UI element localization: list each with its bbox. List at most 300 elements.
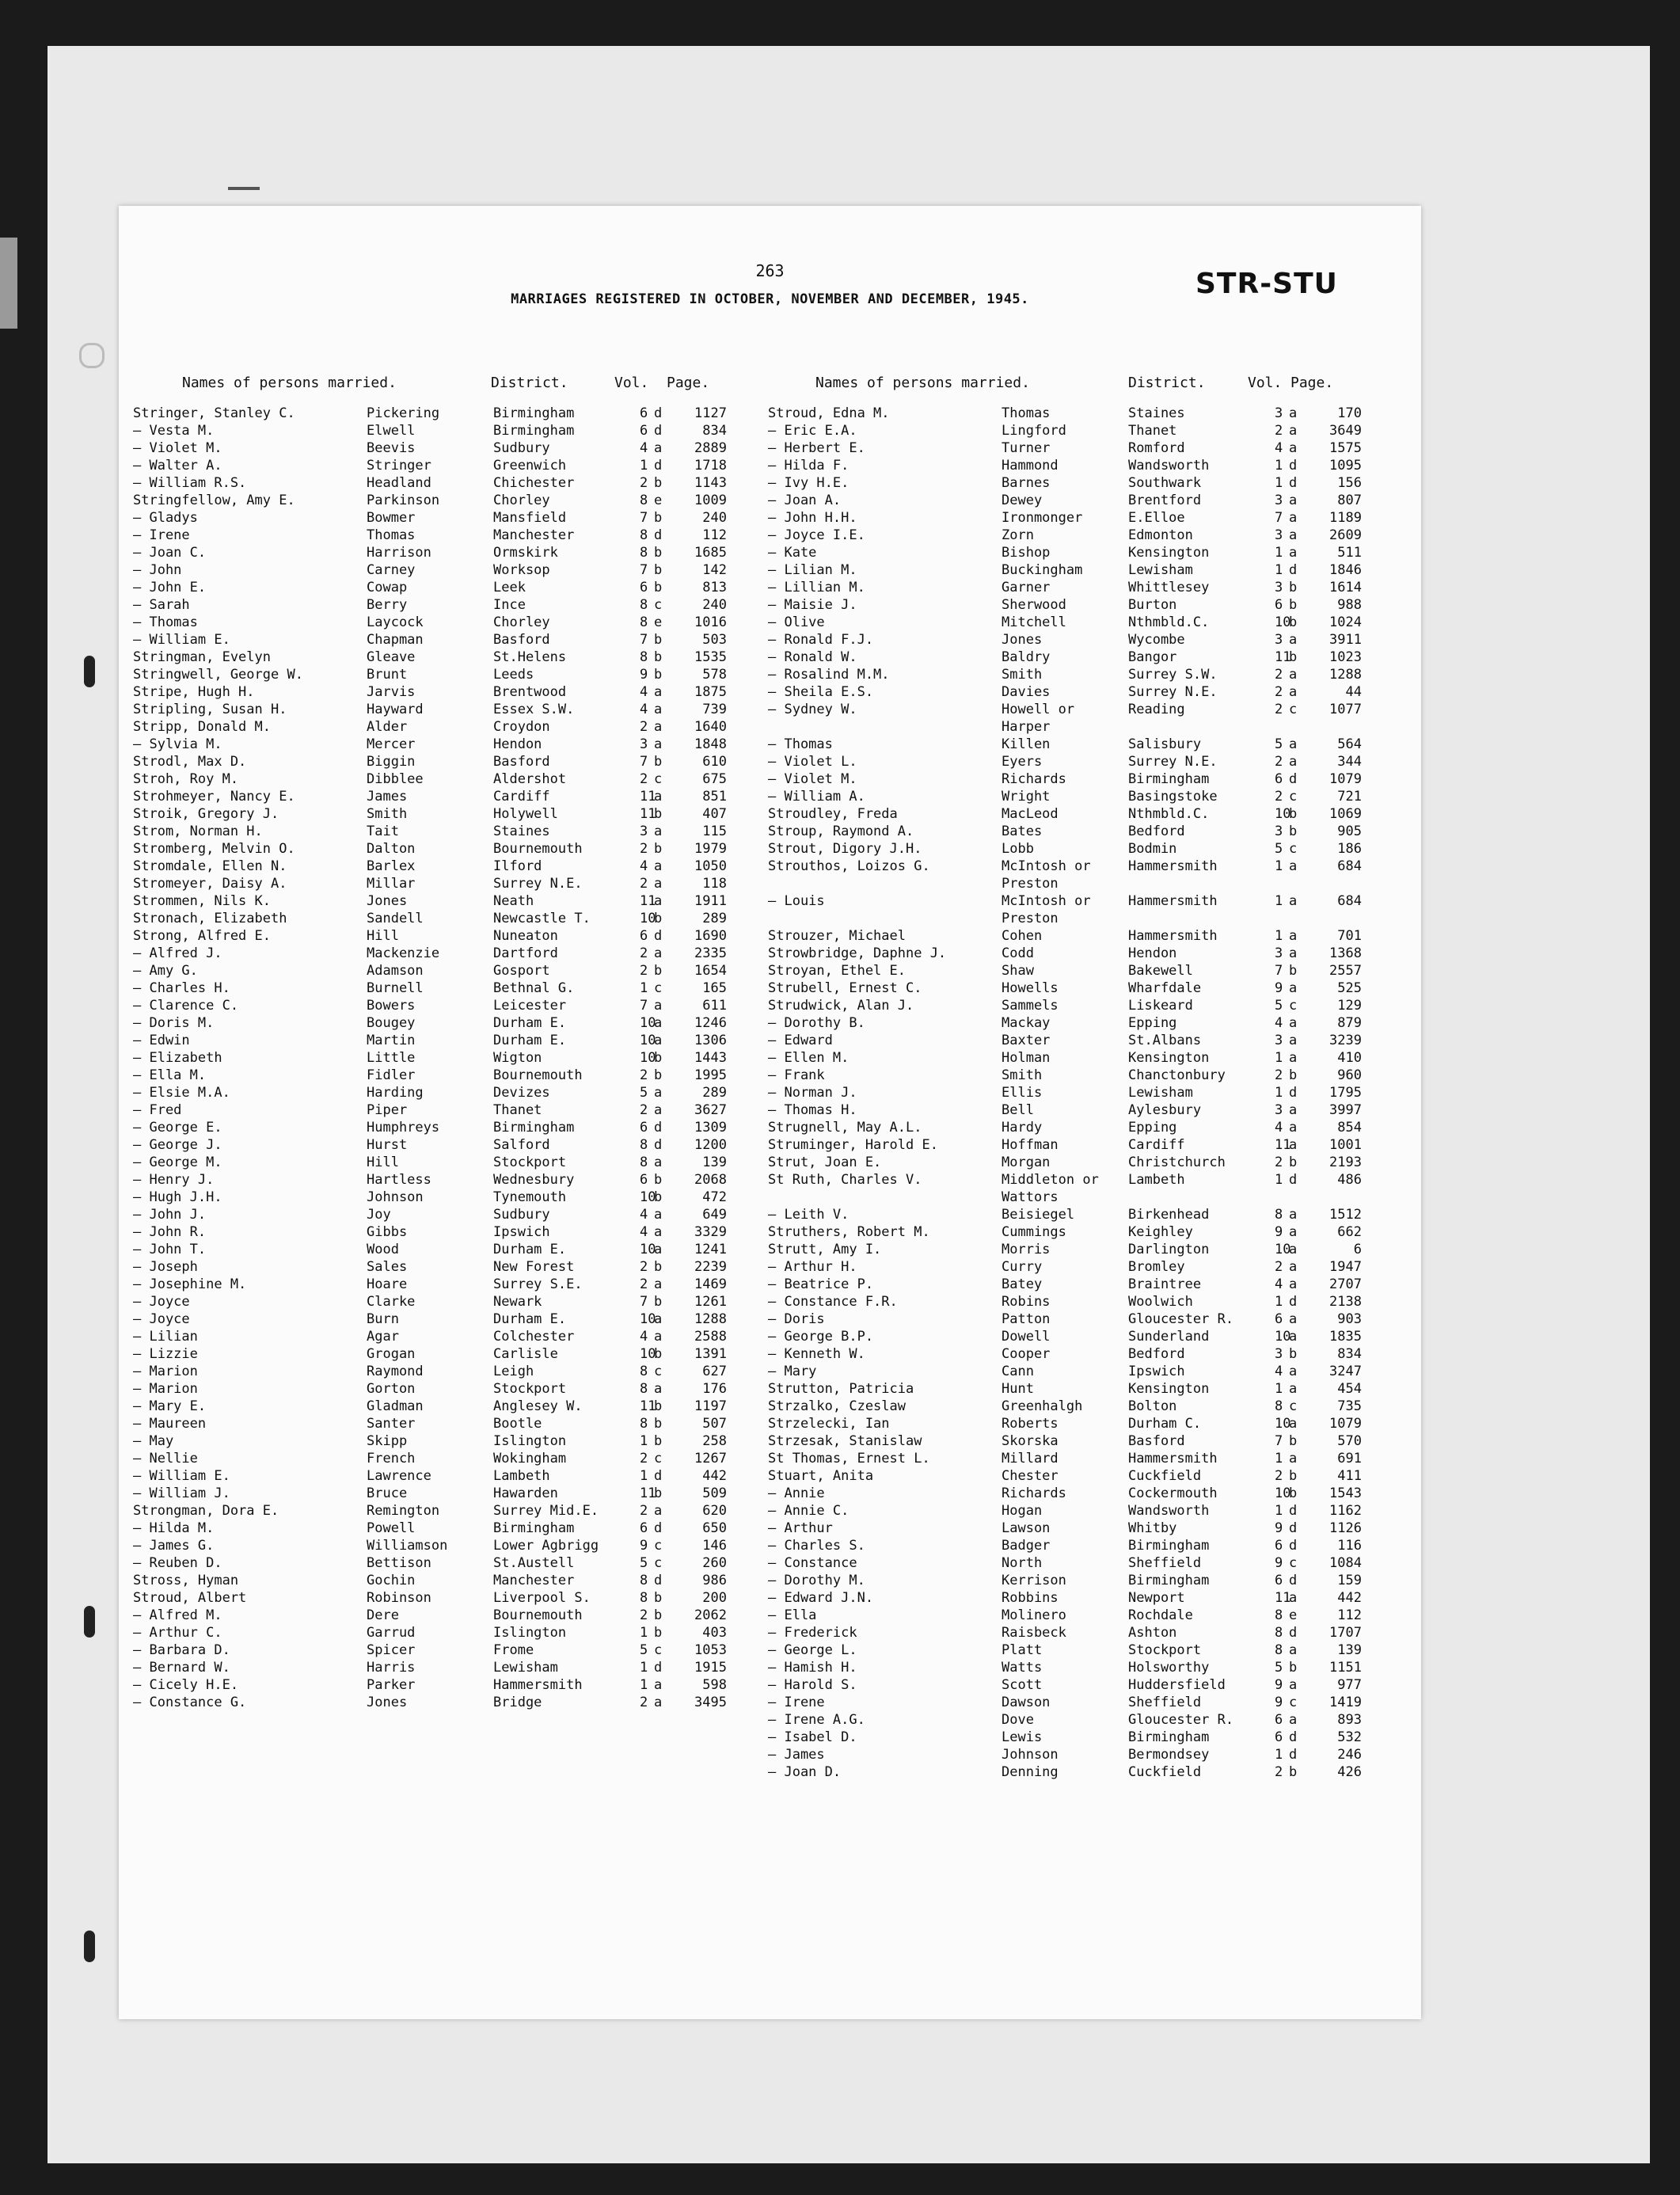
entry-name: Strommen, Nils K.	[133, 893, 271, 909]
entry-name: — Edwin	[133, 1033, 190, 1048]
entry-volume-number: 1	[1275, 1503, 1283, 1519]
entry-page: 2138	[1329, 1294, 1362, 1310]
entry-district: Gloucester R.	[1128, 1311, 1234, 1327]
film-border-top	[0, 0, 1680, 46]
entry-volume-number: 2	[640, 876, 648, 892]
entry-volume-number: 8	[640, 649, 648, 665]
entry-page: 610	[702, 754, 727, 770]
entry-spouse: Harris	[367, 1660, 416, 1676]
list-item	[133, 876, 751, 893]
entry-district: Lewisham	[493, 1660, 558, 1676]
entry-volume-letter: a	[654, 702, 663, 717]
entry-district: Croydon	[493, 719, 550, 735]
entry-district: Bethnal G.	[493, 980, 575, 996]
list-item	[768, 945, 1393, 963]
entry-spouse: Remington	[367, 1503, 440, 1519]
entry-spouse: Barlex	[367, 858, 416, 874]
entry-volume-number: 4	[640, 684, 648, 700]
entry-volume-number: 5	[1275, 1660, 1283, 1676]
list-item	[768, 1311, 1393, 1329]
entry-name: — Edward	[768, 1033, 833, 1048]
entry-volume-letter: b	[654, 1189, 663, 1205]
entry-name: — Kate	[768, 545, 817, 561]
entry-page: 3495	[694, 1695, 727, 1710]
entry-spouse: Harding	[367, 1085, 424, 1101]
entry-volume-letter: a	[654, 858, 663, 874]
entry-spouse: Skipp	[367, 1433, 408, 1449]
entry-volume-letter: a	[1289, 1416, 1298, 1432]
entry-volume-number: 1	[1275, 475, 1283, 491]
entry-page: 1151	[1329, 1660, 1362, 1676]
list-item	[768, 1677, 1393, 1695]
entry-volume-letter: a	[654, 1085, 663, 1101]
entry-page: 3247	[1329, 1364, 1362, 1379]
entry-spouse: Patton	[1002, 1311, 1051, 1327]
list-item	[768, 1555, 1393, 1573]
entry-volume-letter: a	[1289, 1329, 1298, 1345]
entry-spouse: Mackenzie	[367, 945, 440, 961]
entry-page: 3627	[694, 1102, 727, 1118]
list-item	[133, 1381, 751, 1398]
entry-district: Bodmin	[1128, 841, 1177, 857]
entry-spouse: Scott	[1002, 1677, 1043, 1693]
list-item	[133, 824, 751, 841]
entry-volume-number: 7	[1275, 510, 1283, 526]
entry-page: 260	[702, 1555, 727, 1571]
entry-name: — John T.	[133, 1242, 207, 1257]
entry-volume-number: 2	[1275, 684, 1283, 700]
entry-spouse: Greenhalgh	[1002, 1398, 1083, 1414]
entry-volume-letter: a	[1289, 684, 1298, 700]
entry-district: Hendon	[1128, 945, 1177, 961]
list-item	[768, 440, 1393, 458]
entry-page: 1614	[1329, 580, 1362, 595]
entry-page: 403	[702, 1625, 727, 1641]
entry-volume-number: 7	[640, 998, 648, 1014]
entry-district: Sudbury	[493, 1207, 550, 1223]
entry-volume-letter: a	[1289, 980, 1298, 996]
entry-volume-letter: d	[654, 405, 663, 421]
entry-volume-number: 2	[640, 1451, 648, 1467]
entry-volume-letter: a	[654, 945, 663, 961]
entry-volume-letter: a	[1289, 493, 1298, 508]
entry-page: 1309	[694, 1120, 727, 1136]
entry-volume-number: 3	[640, 824, 648, 839]
section-code: STR-STU	[1195, 268, 1338, 300]
entry-district: Staines	[1128, 405, 1185, 421]
entry-volume-letter: a	[1289, 510, 1298, 526]
entry-name: — Cicely H.E.	[133, 1677, 239, 1693]
entry-volume-letter: d	[654, 1120, 663, 1136]
entry-name: — Hugh J.H.	[133, 1189, 222, 1205]
entry-district: Cardiff	[1128, 1137, 1185, 1153]
list-item	[768, 458, 1393, 475]
entry-name: Strodl, Max D.	[133, 754, 247, 770]
entry-name: — George J.	[133, 1137, 222, 1153]
entry-name: Stringwell, George W.	[133, 667, 303, 683]
entry-spouse: Mackay	[1002, 1015, 1051, 1031]
entry-district: Wandsworth	[1128, 458, 1210, 474]
entry-volume-number: 2	[1275, 1067, 1283, 1083]
entry-volume-number: 1	[1275, 1172, 1283, 1188]
entry-volume-number: 2	[640, 475, 648, 491]
entry-volume-letter: a	[1289, 440, 1298, 456]
entry-name: Stronach, Elizabeth	[133, 911, 287, 926]
entry-volume-number: 11	[1275, 1590, 1291, 1606]
list-item	[133, 1416, 751, 1433]
entry-volume-letter: b	[654, 1590, 663, 1606]
list-item	[133, 1311, 751, 1329]
entry-district: Romford	[1128, 440, 1185, 456]
pencil-mark	[228, 187, 260, 190]
entry-spouse: Hammond	[1002, 458, 1059, 474]
entry-name: — Sydney W.	[768, 702, 857, 717]
list-item	[133, 1364, 751, 1381]
list-item	[768, 1625, 1393, 1642]
entry-volume-number: 8	[640, 527, 648, 543]
entry-district: Wigton	[493, 1050, 542, 1066]
entry-page: 176	[702, 1381, 727, 1397]
entry-name: Stroh, Roy M.	[133, 771, 239, 787]
entry-volume-letter: b	[1289, 1486, 1298, 1501]
entry-volume-letter: b	[654, 1625, 663, 1641]
entry-volume-letter: a	[1289, 1311, 1298, 1327]
entry-district: New Forest	[493, 1259, 575, 1275]
entry-name: — James	[768, 1747, 825, 1763]
entry-spouse: Millar	[367, 876, 416, 892]
entry-district: Birmingham	[1128, 1573, 1210, 1588]
entry-volume-number: 1	[640, 1433, 648, 1449]
entry-name: Stromeyer, Daisy A.	[133, 876, 287, 892]
entry-spouse: Spicer	[367, 1642, 416, 1658]
entry-volume-number: 10	[640, 1346, 656, 1362]
list-item	[133, 1207, 751, 1224]
entry-volume-letter: d	[654, 1468, 663, 1484]
entry-district: Bakewell	[1128, 963, 1193, 979]
entry-volume-number: 5	[640, 1085, 648, 1101]
entry-spouse: Raymond	[367, 1364, 424, 1379]
entry-volume-letter: b	[654, 1172, 663, 1188]
entry-volume-number: 2	[1275, 1764, 1283, 1780]
entry-volume-letter: b	[1289, 1468, 1298, 1484]
entry-spouse: Richards	[1002, 771, 1066, 787]
entry-volume-number: 11	[640, 1486, 656, 1501]
header-page: Page.	[1290, 375, 1334, 391]
entry-district: Rochdale	[1128, 1607, 1193, 1623]
entry-page: 289	[702, 1085, 727, 1101]
entry-name: — Arthur	[768, 1520, 833, 1536]
entry-volume-number: 8	[1275, 1607, 1283, 1623]
entry-page: 112	[1337, 1607, 1362, 1623]
entry-page: 1084	[1329, 1555, 1362, 1571]
entry-name: — George L.	[768, 1642, 857, 1658]
list-item	[768, 1486, 1393, 1503]
entry-spouse: Parker	[367, 1677, 416, 1693]
entry-district: Salford	[493, 1137, 550, 1153]
entry-page: 813	[702, 580, 727, 595]
entry-page: 139	[702, 1155, 727, 1170]
entry-page: 246	[1337, 1747, 1362, 1763]
list-item	[133, 806, 751, 824]
entry-name: — Lizzie	[133, 1346, 198, 1362]
entry-district: Chichester	[493, 475, 575, 491]
entry-volume-letter: a	[1289, 893, 1298, 909]
entry-volume-number: 2	[640, 1607, 648, 1623]
entry-district: Stockport	[493, 1381, 567, 1397]
entry-name: — Annie C.	[768, 1503, 850, 1519]
entry-spouse: Badger	[1002, 1538, 1051, 1554]
entry-spouse: Cooper	[1002, 1346, 1051, 1362]
entry-name: Strut, Joan E.	[768, 1155, 882, 1170]
entry-name: Stringer, Stanley C.	[133, 405, 295, 421]
entry-volume-letter: b	[654, 510, 663, 526]
entry-page: 112	[702, 527, 727, 543]
entry-spouse: Batey	[1002, 1276, 1043, 1292]
entry-volume-number: 1	[1275, 562, 1283, 578]
entry-page: 411	[1337, 1468, 1362, 1484]
list-item	[768, 649, 1393, 667]
entry-district: Surrey Mid.E.	[493, 1503, 599, 1519]
entry-spouse: Parkinson	[367, 493, 440, 508]
list-item	[133, 1189, 751, 1207]
entry-spouse: Alder	[367, 719, 408, 735]
list-item	[768, 1642, 1393, 1660]
entry-spouse: Cann	[1002, 1364, 1034, 1379]
entry-district: Wharfdale	[1128, 980, 1202, 996]
entry-page: 115	[702, 824, 727, 839]
entry-page: 503	[702, 632, 727, 648]
entry-district: Ashton	[1128, 1625, 1177, 1641]
entry-volume-number: 1	[1275, 1381, 1283, 1397]
entry-volume-letter: b	[1289, 1067, 1298, 1083]
entry-name: — Ronald F.J.	[768, 632, 874, 648]
entry-volume-number: 2	[640, 771, 648, 787]
entry-district: Durham E.	[493, 1311, 567, 1327]
entry-page: 1848	[694, 736, 727, 752]
entry-spouse: Jones	[367, 1695, 408, 1710]
entry-name: — Edward J.N.	[768, 1590, 874, 1606]
list-item	[133, 1625, 751, 1642]
list-item	[133, 667, 751, 684]
entry-district: Epping	[1128, 1015, 1177, 1031]
list-item	[133, 440, 751, 458]
entry-volume-number: 3	[1275, 824, 1283, 839]
entry-volume-letter: c	[1289, 1398, 1298, 1414]
entry-district: Hawarden	[493, 1486, 558, 1501]
entry-spouse: Cowap	[367, 580, 408, 595]
entry-name: — Hilda F.	[768, 458, 850, 474]
entry-district: Whitby	[1128, 1520, 1177, 1536]
entry-district: Wokingham	[493, 1451, 567, 1467]
entry-volume-number: 8	[640, 1364, 648, 1379]
entry-volume-letter: a	[1289, 527, 1298, 543]
entry-volume-number: 2	[640, 1102, 648, 1118]
entry-volume-letter: b	[654, 475, 663, 491]
list-item	[133, 963, 751, 980]
entry-page: 1126	[1329, 1520, 1362, 1536]
entry-volume-number: 2	[640, 963, 648, 979]
right-column-header	[815, 375, 1417, 395]
entry-district: Nuneaton	[493, 928, 558, 944]
entry-volume-letter: b	[654, 580, 663, 595]
entry-spouse: Sales	[367, 1259, 408, 1275]
entry-volume-letter: a	[1289, 1207, 1298, 1223]
entry-volume-letter: d	[654, 423, 663, 439]
entry-name: Stroik, Gregory J.	[133, 806, 279, 822]
header-names: Names of persons married.	[815, 375, 1030, 391]
entry-page: 620	[702, 1503, 727, 1519]
list-item	[133, 998, 751, 1015]
entry-volume-letter: d	[654, 1520, 663, 1536]
entry-volume-number: 1	[640, 1625, 648, 1641]
list-item	[133, 493, 751, 510]
entry-volume-letter: c	[654, 1451, 663, 1467]
list-item	[133, 1468, 751, 1486]
entry-spouse: Garner	[1002, 580, 1051, 595]
entry-district: Nthmbld.C.	[1128, 614, 1210, 630]
entry-volume-letter: a	[654, 1102, 663, 1118]
entry-name: Strutt, Amy I.	[768, 1242, 882, 1257]
entry-volume-number: 1	[1275, 1085, 1283, 1101]
entry-name: — Constance F.R.	[768, 1294, 898, 1310]
entry-volume-letter: a	[1289, 736, 1298, 752]
list-item	[133, 1607, 751, 1625]
entry-spouse: Burn	[367, 1311, 399, 1327]
entry-district: Burton	[1128, 597, 1177, 613]
entry-volume-letter: b	[654, 911, 663, 926]
entry-spouse: Wattors	[1002, 1189, 1059, 1205]
entry-volume-letter: b	[1289, 580, 1298, 595]
entry-name: Struthers, Robert M.	[768, 1224, 930, 1240]
entry-page: 1261	[694, 1294, 727, 1310]
entry-volume-letter: e	[654, 493, 663, 508]
entry-page: 1127	[694, 405, 727, 421]
entry-district: St.Austell	[493, 1555, 575, 1571]
entry-page: 977	[1337, 1677, 1362, 1693]
entry-volume-number: 5	[640, 1555, 648, 1571]
entry-spouse: Bruce	[367, 1486, 408, 1501]
list-item	[768, 684, 1393, 702]
entry-district: Anglesey W.	[493, 1398, 583, 1414]
entry-volume-number: 1	[640, 1677, 648, 1693]
entry-page: 442	[702, 1468, 727, 1484]
entry-name: — William A.	[768, 789, 865, 805]
entry-spouse: James	[367, 789, 408, 805]
entry-page: 662	[1337, 1224, 1362, 1240]
entry-volume-number: 8	[640, 1590, 648, 1606]
entry-name: — John	[133, 562, 182, 578]
entry-name: — Louis	[768, 893, 825, 909]
entry-page: 410	[1337, 1050, 1362, 1066]
entry-district: Wednesbury	[493, 1172, 575, 1188]
entry-volume-letter: a	[1289, 858, 1298, 874]
entry-spouse: Dawson	[1002, 1695, 1051, 1710]
entry-spouse: Turner	[1002, 440, 1051, 456]
entry-name: — Doris M.	[133, 1015, 215, 1031]
entry-volume-number: 4	[1275, 1015, 1283, 1031]
entry-name: Stroup, Raymond A.	[768, 824, 914, 839]
entry-page: 1095	[1329, 458, 1362, 474]
list-item	[133, 405, 751, 423]
entry-page: 3329	[694, 1224, 727, 1240]
entry-volume-number: 8	[640, 1416, 648, 1432]
entry-page: 507	[702, 1416, 727, 1432]
entry-spouse: Bettison	[367, 1555, 431, 1571]
entry-volume-letter: b	[1289, 1764, 1298, 1780]
list-item	[133, 527, 751, 545]
entry-spouse: Eyers	[1002, 754, 1043, 770]
entry-page: 116	[1337, 1538, 1362, 1554]
list-item	[133, 1555, 751, 1573]
entry-volume-letter: a	[654, 998, 663, 1014]
entry-spouse: Molinero	[1002, 1607, 1066, 1623]
entry-district: Epping	[1128, 1120, 1177, 1136]
entry-volume-letter: a	[1289, 1015, 1298, 1031]
entry-spouse: Gorton	[367, 1381, 416, 1397]
entry-name: — Doris	[768, 1311, 825, 1327]
entry-spouse: Denning	[1002, 1764, 1059, 1780]
list-item	[768, 1294, 1393, 1311]
entry-volume-letter: a	[1289, 1381, 1298, 1397]
entry-volume-number: 10	[640, 1050, 656, 1066]
entry-spouse: Smith	[1002, 1067, 1043, 1083]
entry-volume-number: 1	[1275, 858, 1283, 874]
entry-spouse: Morgan	[1002, 1155, 1051, 1170]
entry-name: — Constance	[768, 1555, 857, 1571]
list-item	[133, 684, 751, 702]
entry-district: Sunderland	[1128, 1329, 1210, 1345]
list-item	[768, 632, 1393, 649]
entry-page: 1391	[694, 1346, 727, 1362]
entry-district: Bootle	[493, 1416, 542, 1432]
list-item	[133, 1050, 751, 1067]
entry-district: Stockport	[1128, 1642, 1202, 1658]
entry-page: 721	[1337, 789, 1362, 805]
entry-spouse: Burnell	[367, 980, 424, 996]
entry-volume-number: 1	[1275, 1747, 1283, 1763]
entry-name: — Alfred J.	[133, 945, 222, 961]
entry-page: 735	[1337, 1398, 1362, 1414]
entry-name: — Joan D.	[768, 1764, 842, 1780]
entry-volume-number: 4	[640, 1207, 648, 1223]
entry-spouse: Elwell	[367, 423, 416, 439]
entry-volume-letter: a	[654, 893, 663, 909]
list-item	[133, 1346, 751, 1364]
entry-name: — Hamish H.	[768, 1660, 857, 1676]
entry-name: — Violet M.	[768, 771, 857, 787]
entry-volume-letter: b	[1289, 597, 1298, 613]
entry-page: 1846	[1329, 562, 1362, 578]
entry-volume-number: 2	[640, 719, 648, 735]
entry-spouse: Cohen	[1002, 928, 1043, 944]
entry-page: 1079	[1329, 771, 1362, 787]
entry-district: Brentford	[1128, 493, 1202, 508]
entry-page: 854	[1337, 1120, 1362, 1136]
entry-spouse: Hogan	[1002, 1503, 1043, 1519]
entry-page: 3911	[1329, 632, 1362, 648]
entry-volume-letter: a	[654, 1207, 663, 1223]
entry-page: 258	[702, 1433, 727, 1449]
entry-district: Surrey N.E.	[493, 876, 583, 892]
punch-hole-icon	[79, 343, 105, 368]
list-item	[133, 597, 751, 614]
entry-volume-number: 8	[640, 614, 648, 630]
entry-page: 426	[1337, 1764, 1362, 1780]
entry-volume-number: 10	[1275, 614, 1291, 630]
entry-volume-letter: a	[654, 1276, 663, 1292]
entry-spouse: Buckingham	[1002, 562, 1083, 578]
list-item	[768, 1607, 1393, 1625]
